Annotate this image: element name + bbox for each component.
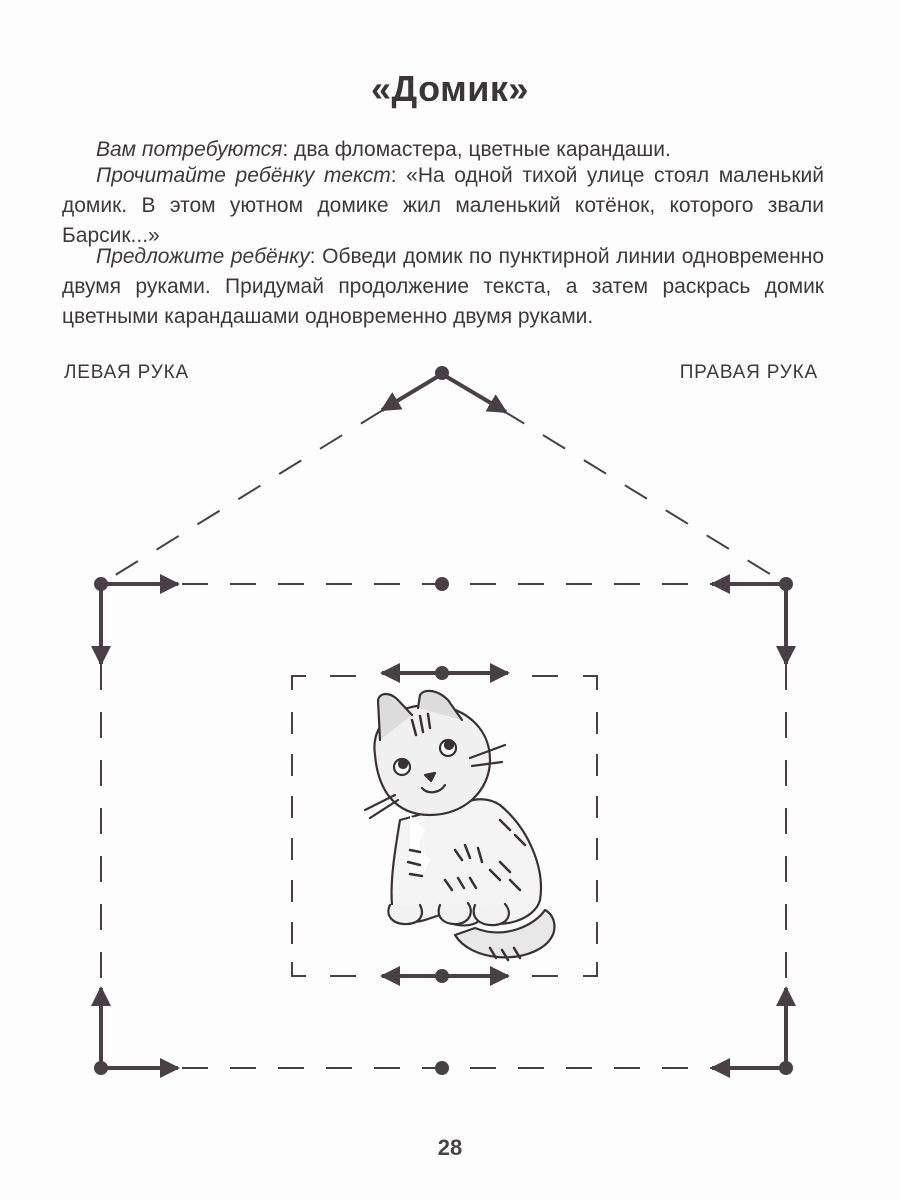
instruction-label: Предложите ребёнку xyxy=(96,245,310,268)
right-hand-label: ПРАВАЯ РУКА xyxy=(679,362,818,383)
instruction-text: : Обведи домик по пунктирной линии одновременно двумя руками. Придумай продолжение текста, а затем раскрась домик цветными карандашами одновременно двумя руками. xyxy=(62,245,824,328)
kitten-illustration xyxy=(365,691,554,960)
page-title: «Домик» xyxy=(371,68,529,109)
instruction-label: Прочитайте ребёнку текст xyxy=(96,164,391,187)
instruction-label: Вам потребуются xyxy=(96,138,283,161)
page-number: 28 xyxy=(437,1135,463,1160)
instruction-text: : «На одной тихой улице стоял маленький домик. В этом уютном домике жил маленький котёнок, которого звали Барсик...» xyxy=(62,164,824,247)
roof-outline xyxy=(104,410,783,582)
left-hand-label: ЛЕВАЯ РУКА xyxy=(64,362,189,383)
instruction-text: : два фломастера, цветные карандаши. xyxy=(282,138,671,161)
